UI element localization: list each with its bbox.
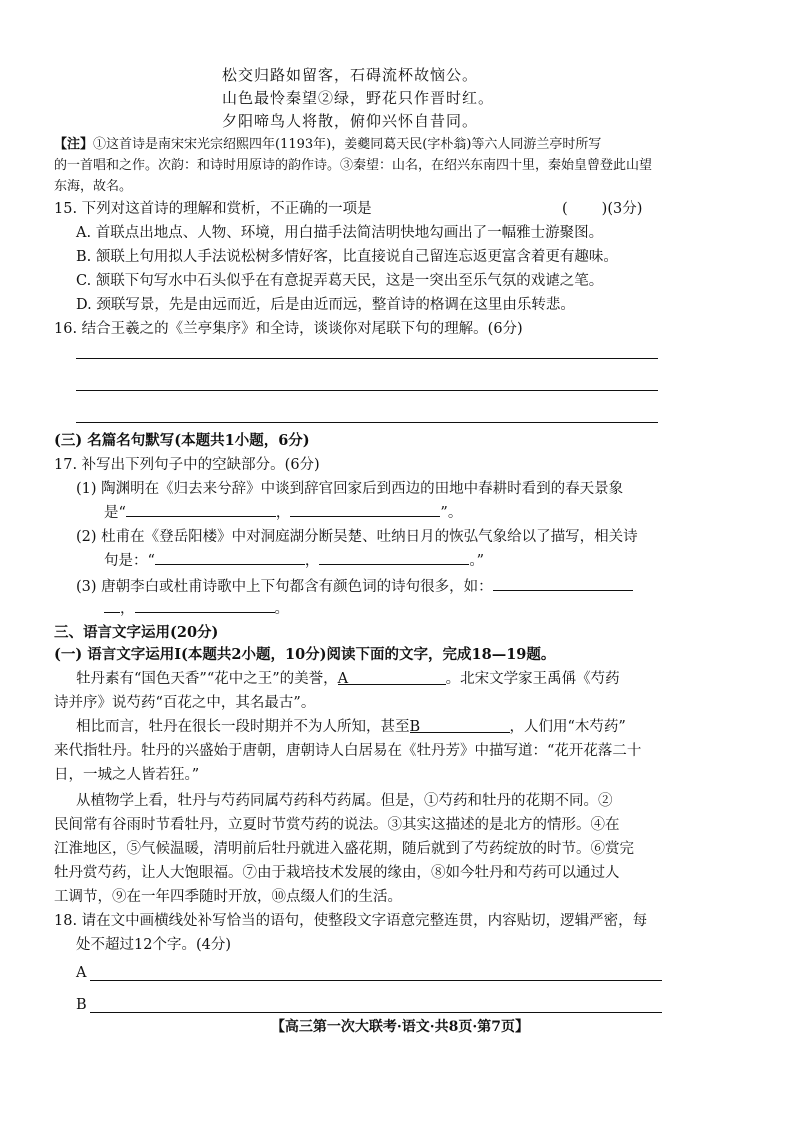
q17-item2-blank-2[interactable] [319, 550, 469, 565]
poem-line-2: 山色最怜秦望②绿，野花只作晋时红。 [222, 89, 495, 107]
q17-item2-blank-1[interactable] [155, 550, 305, 565]
q17-item1-blank-1[interactable] [126, 502, 276, 517]
q15-stem: 15. 下列对这首诗的理解和赏析，不正确的一项是 [54, 201, 372, 217]
section3-heading: (三) 名篇名句默写(本题共1小题，6分) [54, 432, 310, 449]
q17-item3-line2 [104, 598, 289, 618]
q15-option-a: A. 首联点出地点、人物、环境，用白描手法简洁明快地勾画出了一幅雅士游聚图。 [76, 225, 604, 241]
q17-item2-mid: ， [304, 553, 320, 569]
page-footer: 【高三第一次大联考·语文·共8页·第7页】 [270, 1019, 530, 1035]
q17-item1-post: ”。 [440, 505, 463, 521]
q17-item3-text: (3) 唐朝李白或杜甫诗歌中上下句都含有颜色词的诗句很多，如： [76, 579, 493, 595]
q15-paren-open: ( [562, 201, 568, 217]
q15-stem-line [54, 200, 372, 218]
q17-item3-blank-1[interactable] [493, 576, 633, 591]
passage-line-10: 工调节，⑨在一年四季随时开放，⑩点缀人们的生活。 [54, 889, 402, 905]
poem-line-1: 松交归路如留客，石碍流杯故恼公。 [222, 66, 479, 84]
passage-line-6: 从植物学上看，牡丹与芍药同属芍药科芍药属。但是，①芍药和牡丹的花期不同。② [76, 793, 613, 809]
note-text-1: ①这首诗是南宋宋光宗绍熙四年(1193年)，姜夔同葛天民(字朴翁)等六人同游兰亭时所写 [93, 137, 602, 152]
q17-stem: 17. 补写出下列句子中的空缺部分。(6分) [54, 457, 320, 473]
passage-p2-a: 相比而言，牡丹在很长一段时期并不为人所知，甚至 [76, 719, 410, 735]
note-line-3: 东海，故名。 [54, 179, 133, 194]
q17-item2-line2 [104, 550, 484, 570]
q16-answer-line-2[interactable] [76, 390, 658, 391]
passage-p2-b: ，人们用“木芍药” [509, 719, 626, 735]
part3-heading: 三、语言文字运用(20分) [54, 624, 219, 641]
q17-item2-pre: 句是：“ [104, 553, 155, 569]
note-line-1 [54, 136, 601, 154]
passage-blank-b-label: B [409, 719, 421, 735]
passage-p1-b: 。北宋文学家王禹偁《芍药 [445, 671, 620, 687]
q17-item3-blank-2[interactable] [135, 598, 275, 613]
passage-line-5: 日，一城之人皆若狂。” [54, 767, 200, 783]
q15-answer-parens[interactable] [562, 200, 642, 218]
passage-line-2: 诗并序》说芍药“百花之中，其名最古”。 [54, 695, 316, 711]
q17-item3-mid: ， [120, 601, 135, 617]
passage-line-3 [76, 718, 626, 736]
q18-label-a: A [76, 965, 87, 981]
passage-line-1 [76, 670, 620, 688]
passage-blank-a[interactable] [338, 670, 446, 685]
passage-line-7: 民间常有谷雨时节看牡丹，立夏时节赏芍药的说法。③其实这描述的是北方的情形。④在 [54, 817, 620, 833]
q17-item1-blank-2[interactable] [290, 502, 440, 517]
part3-sub1-heading: (一) 语言文字运用Ⅰ(本题共2小题，10分)阅读下面的文字，完成18—19题。 [54, 646, 556, 663]
q15-score: (3分) [607, 201, 643, 217]
q17-item1-line2 [104, 502, 462, 522]
passage-line-8: 江淮地区，⑤气候温暖，清明前后牡丹就进入盛花期，随后就到了芍药绽放的时节。⑥赏完 [54, 841, 634, 857]
q17-item2-post: 。” [469, 553, 485, 569]
q18-answer-line-b[interactable] [90, 1012, 662, 1013]
q18-stem-line-2: 处不超过12个字。(4分) [76, 937, 231, 953]
q17-item1-pre: 是“ [104, 505, 126, 521]
passage-p1-a: 牡丹素有“国色天香”“花中之王”的美誉， [76, 671, 338, 687]
q17-item2-line1: (2) 杜甫在《登岳阳楼》中对洞庭湖分断吴楚、吐纳日月的恢弘气象给以了描写，相关诗 [76, 529, 638, 545]
q15-paren-close: ) [601, 201, 608, 217]
q16-answer-line-3[interactable] [76, 422, 658, 423]
q17-item1-mid: ， [275, 505, 291, 521]
q18-stem-line-1: 18. 请在文中画横线处补写恰当的语句，使整段文字语意完整连贯，内容贴切，逻辑严密，每 [54, 913, 648, 929]
q17-item1-line1: (1) 陶渊明在《归去来兮辞》中谈到辞官回家后到西边的田地中春耕时看到的春天景象 [76, 481, 624, 497]
q16-answer-line-1[interactable] [76, 358, 658, 359]
passage-blank-b[interactable] [410, 718, 510, 733]
q17-item3-post: 。 [274, 601, 289, 617]
q17-item3-blank-1-cont[interactable] [104, 598, 120, 613]
q15-option-d: D. 颈联写景，先是由远而近，后是由近而远，整首诗的格调在这里由乐转悲。 [76, 297, 575, 313]
note-label: 【注】 [54, 137, 94, 152]
q18-answer-line-a[interactable] [90, 980, 662, 981]
note-line-2: 的一首唱和之作。次韵：和诗时用原诗的韵作诗。③秦望：山名，在绍兴东南四十里，秦始皇曾登此山望 [54, 158, 653, 173]
poem-line-3: 夕阳啼鸟人将散，俯仰兴怀自昔同。 [222, 112, 479, 130]
q17-item3-line1 [76, 576, 633, 596]
passage-line-4: 来代指牡丹。牡丹的兴盛始于唐朝，唐朝诗人白居易在《牡丹芳》中描写道：“花开花落二十 [54, 743, 642, 759]
passage-line-9: 牡丹赏芍药，让人大饱眼福。⑦由于栽培技术发展的缘由，⑧如今牡丹和芍药可以通过人 [54, 865, 620, 881]
q15-option-c: C. 颔联下句写水中石头似乎在有意捉弄葛天民，这是一突出至乐气氛的戏谑之笔。 [76, 273, 604, 289]
passage-blank-a-label: A [337, 671, 349, 687]
q15-option-b: B. 颔联上句用拟人手法说松树多情好客，比直接说自己留连忘返更富含着更有趣味。 [76, 249, 618, 265]
q16-stem: 16. 结合王羲之的《兰亭集序》和全诗，谈谈你对尾联下句的理解。(6分) [54, 321, 523, 337]
q18-label-b: B [76, 997, 87, 1013]
